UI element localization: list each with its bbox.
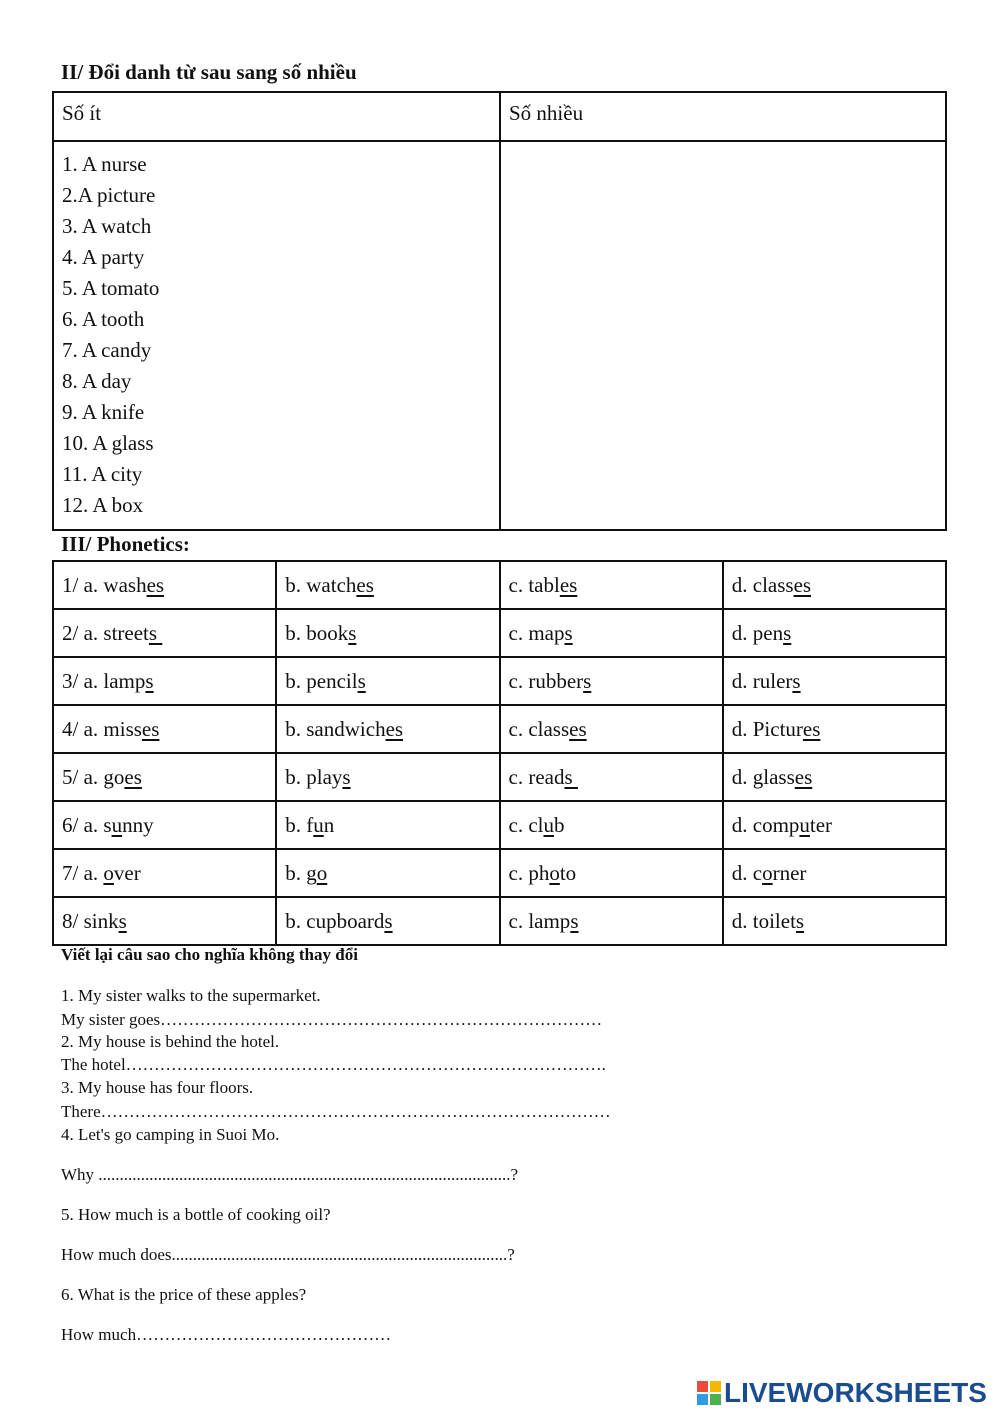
underlined-sound: s (783, 620, 792, 645)
option-text: 7/ a. (62, 860, 104, 885)
option-text: nny (122, 812, 154, 837)
option-text: 5/ a. go (62, 764, 125, 789)
rewrite-line: 3. My house has four floors. (61, 1078, 254, 1097)
option-text: d. ruler (731, 668, 793, 693)
phonetics-option[interactable] (500, 657, 723, 705)
underlined-sound: u (313, 812, 324, 837)
phonetics-option[interactable] (500, 753, 723, 801)
list-item: 11. A city (62, 462, 143, 486)
option-text: rner (772, 860, 807, 885)
underlined-sound: es (146, 572, 165, 597)
underlined-sound: es (794, 764, 813, 789)
liveworksheets-logo (697, 1376, 987, 1410)
phonetics-option[interactable] (53, 609, 276, 657)
option-text: c. map (508, 620, 565, 645)
option-text: 3/ a. lamp (62, 668, 146, 693)
underlined-sound: s (570, 908, 579, 933)
phonetics-option[interactable] (53, 657, 276, 705)
option-text: d. pen (731, 620, 784, 645)
option-text: b. pencil (285, 668, 358, 693)
phonetics-option[interactable] (276, 705, 499, 753)
option-text: c. read (508, 764, 565, 789)
rewrite-line: 1. My sister walks to the supermarket. (61, 986, 321, 1005)
phonetics-option[interactable] (723, 657, 946, 705)
phonetics-option[interactable] (723, 753, 946, 801)
underlined-sound: s (348, 620, 357, 645)
option-text: c. lamp (508, 908, 571, 933)
underlined-sound: es (569, 716, 587, 741)
phonetics-option[interactable] (500, 609, 723, 657)
underlined-sound: o (762, 860, 773, 885)
option-text: d. class (731, 572, 794, 597)
list-item: 8. A day (62, 369, 132, 393)
col-singular-label: Số ít (62, 101, 102, 125)
phonetics-table (52, 560, 947, 946)
phonetics-option[interactable] (723, 849, 946, 897)
phonetics-option[interactable] (53, 801, 276, 849)
table-row (53, 705, 946, 753)
option-text: d. c (731, 860, 763, 885)
phonetics-option[interactable] (500, 561, 723, 609)
underlined-sound: u (799, 812, 810, 837)
list-item: 4. A party (62, 245, 145, 269)
phonetics-option[interactable] (53, 897, 276, 945)
logo-text: LIVEWORKSHEETS (724, 1377, 987, 1408)
list-item: 5. A tomato (62, 276, 160, 300)
underlined-sound: u (543, 812, 554, 837)
option-text: b. f (285, 812, 314, 837)
underlined-sound: s (357, 668, 366, 693)
phonetics-option[interactable] (276, 849, 499, 897)
option-text: b (553, 812, 565, 837)
option-text: d. toilet (731, 908, 796, 933)
phonetics-option[interactable] (723, 801, 946, 849)
phonetics-option[interactable] (500, 849, 723, 897)
underlined-sound: es (385, 716, 404, 741)
table-row (53, 657, 946, 705)
rewrite-line: 4. Let's go camping in Suoi Mo. (61, 1125, 280, 1144)
table-row (53, 897, 946, 945)
option-text: c. tabl (508, 572, 560, 597)
option-text: d. glass (731, 764, 795, 789)
rewrite-answer-line[interactable]: The hotel…………………………………………………………………………. (61, 1055, 606, 1074)
rewrite-line: 5. How much is a bottle of cooking oil? (61, 1205, 331, 1224)
phonetics-option[interactable] (723, 897, 946, 945)
underlined-sound: es (141, 716, 160, 741)
phonetics-option[interactable] (53, 849, 276, 897)
phonetics-option[interactable] (276, 657, 499, 705)
option-text: c. cl (508, 812, 544, 837)
option-text: 8/ sink (62, 908, 119, 933)
phonetics-option[interactable] (500, 897, 723, 945)
phonetics-option[interactable] (276, 801, 499, 849)
section3-title: III/ Phonetics: (61, 532, 190, 556)
underlined-sound: o (316, 860, 328, 885)
underlined-sound: s (118, 908, 127, 933)
option-text: d. Pictur (731, 716, 803, 741)
phonetics-option[interactable] (53, 705, 276, 753)
list-item: 1. A nurse (62, 152, 147, 176)
plural-table (52, 91, 947, 531)
rewrite-answer-line[interactable]: There……………………………………………………………………………… (61, 1102, 611, 1121)
phonetics-option[interactable] (723, 561, 946, 609)
phonetics-option[interactable] (723, 609, 946, 657)
underlined-sound: s (564, 764, 578, 789)
list-item: 7. A candy (62, 338, 152, 362)
option-text: c. class (508, 716, 570, 741)
underlined-sound: s (148, 620, 163, 645)
option-text: c. rubber (508, 668, 584, 693)
phonetics-option[interactable] (276, 561, 499, 609)
singular-list (54, 142, 499, 522)
phonetics-option[interactable] (276, 609, 499, 657)
underlined-sound: es (559, 572, 578, 597)
logo-icon (697, 1381, 721, 1405)
list-item: 6. A tooth (62, 307, 145, 331)
underlined-sound: o (549, 860, 560, 885)
section4-title: Viết lại câu sao cho nghĩa không thay đổi (61, 945, 358, 964)
col-plural-label: Số nhiều (509, 101, 584, 125)
list-item: 12. A box (62, 493, 144, 517)
list-item: 10. A glass (62, 431, 154, 455)
col-singular-header (53, 92, 500, 141)
option-text: b. g (285, 860, 317, 885)
phonetics-option[interactable] (276, 753, 499, 801)
option-text: b. watch (285, 572, 357, 597)
list-item: 2.A picture (62, 183, 156, 207)
underlined-sound: es (802, 716, 821, 741)
option-text: 6/ a. s (62, 812, 112, 837)
underlined-sound: u (111, 812, 123, 837)
underlined-sound: o (103, 860, 114, 885)
option-text: d. comp (731, 812, 800, 837)
table-row (53, 849, 946, 897)
option-text: to (559, 860, 577, 885)
phonetics-option[interactable] (723, 705, 946, 753)
phonetics-option[interactable] (500, 705, 723, 753)
phonetics-option[interactable] (500, 801, 723, 849)
rewrite-line: 6. What is the price of these apples? (61, 1285, 307, 1304)
rewrite-answer-line[interactable]: How much does...............................................................................? (61, 1245, 515, 1264)
singular-cell (53, 141, 500, 530)
rewrite-line: 2. My house is behind the hotel. (61, 1032, 280, 1051)
phonetics-option[interactable] (53, 753, 276, 801)
option-text: c. ph (508, 860, 550, 885)
option-text: 1/ a. wash (62, 572, 147, 597)
table-row (53, 609, 946, 657)
option-text: 2/ a. street (62, 620, 149, 645)
underlined-sound: es (793, 572, 812, 597)
option-text: ter (809, 812, 833, 837)
table-row (53, 801, 946, 849)
rewrite-answer-line[interactable]: My sister goes…………………………………………………………………… (61, 1010, 603, 1029)
option-text: n (323, 812, 335, 837)
plural-answer-cell[interactable] (500, 141, 946, 530)
phonetics-option[interactable] (53, 561, 276, 609)
option-text: ver (113, 860, 141, 885)
underlined-sound: s (792, 668, 801, 693)
option-text: b. book (285, 620, 349, 645)
underlined-sound: s (384, 908, 393, 933)
underlined-sound: s (795, 908, 805, 933)
option-text: 4/ a. miss (62, 716, 142, 741)
underlined-sound: es (124, 764, 142, 789)
list-item: 3. A watch (62, 214, 152, 238)
underlined-sound: s (583, 668, 592, 693)
underlined-sound: es (356, 572, 374, 597)
option-text: b. cupboard (285, 908, 385, 933)
table-row (53, 753, 946, 801)
list-item: 9. A knife (62, 400, 145, 424)
underlined-sound: s (564, 620, 573, 645)
option-text: b. play (285, 764, 343, 789)
table-row (53, 561, 946, 609)
option-text: b. sandwich (285, 716, 386, 741)
col-plural-header (500, 92, 946, 141)
rewrite-answer-line[interactable]: Why .................................................................................................? (61, 1165, 519, 1184)
section2-title: II/ Đổi danh từ sau sang số nhiều (61, 60, 357, 84)
rewrite-answer-line[interactable]: How much……………………………………… (61, 1325, 392, 1344)
phonetics-option[interactable] (276, 897, 499, 945)
underlined-sound: s (342, 764, 351, 789)
underlined-sound: s (145, 668, 154, 693)
